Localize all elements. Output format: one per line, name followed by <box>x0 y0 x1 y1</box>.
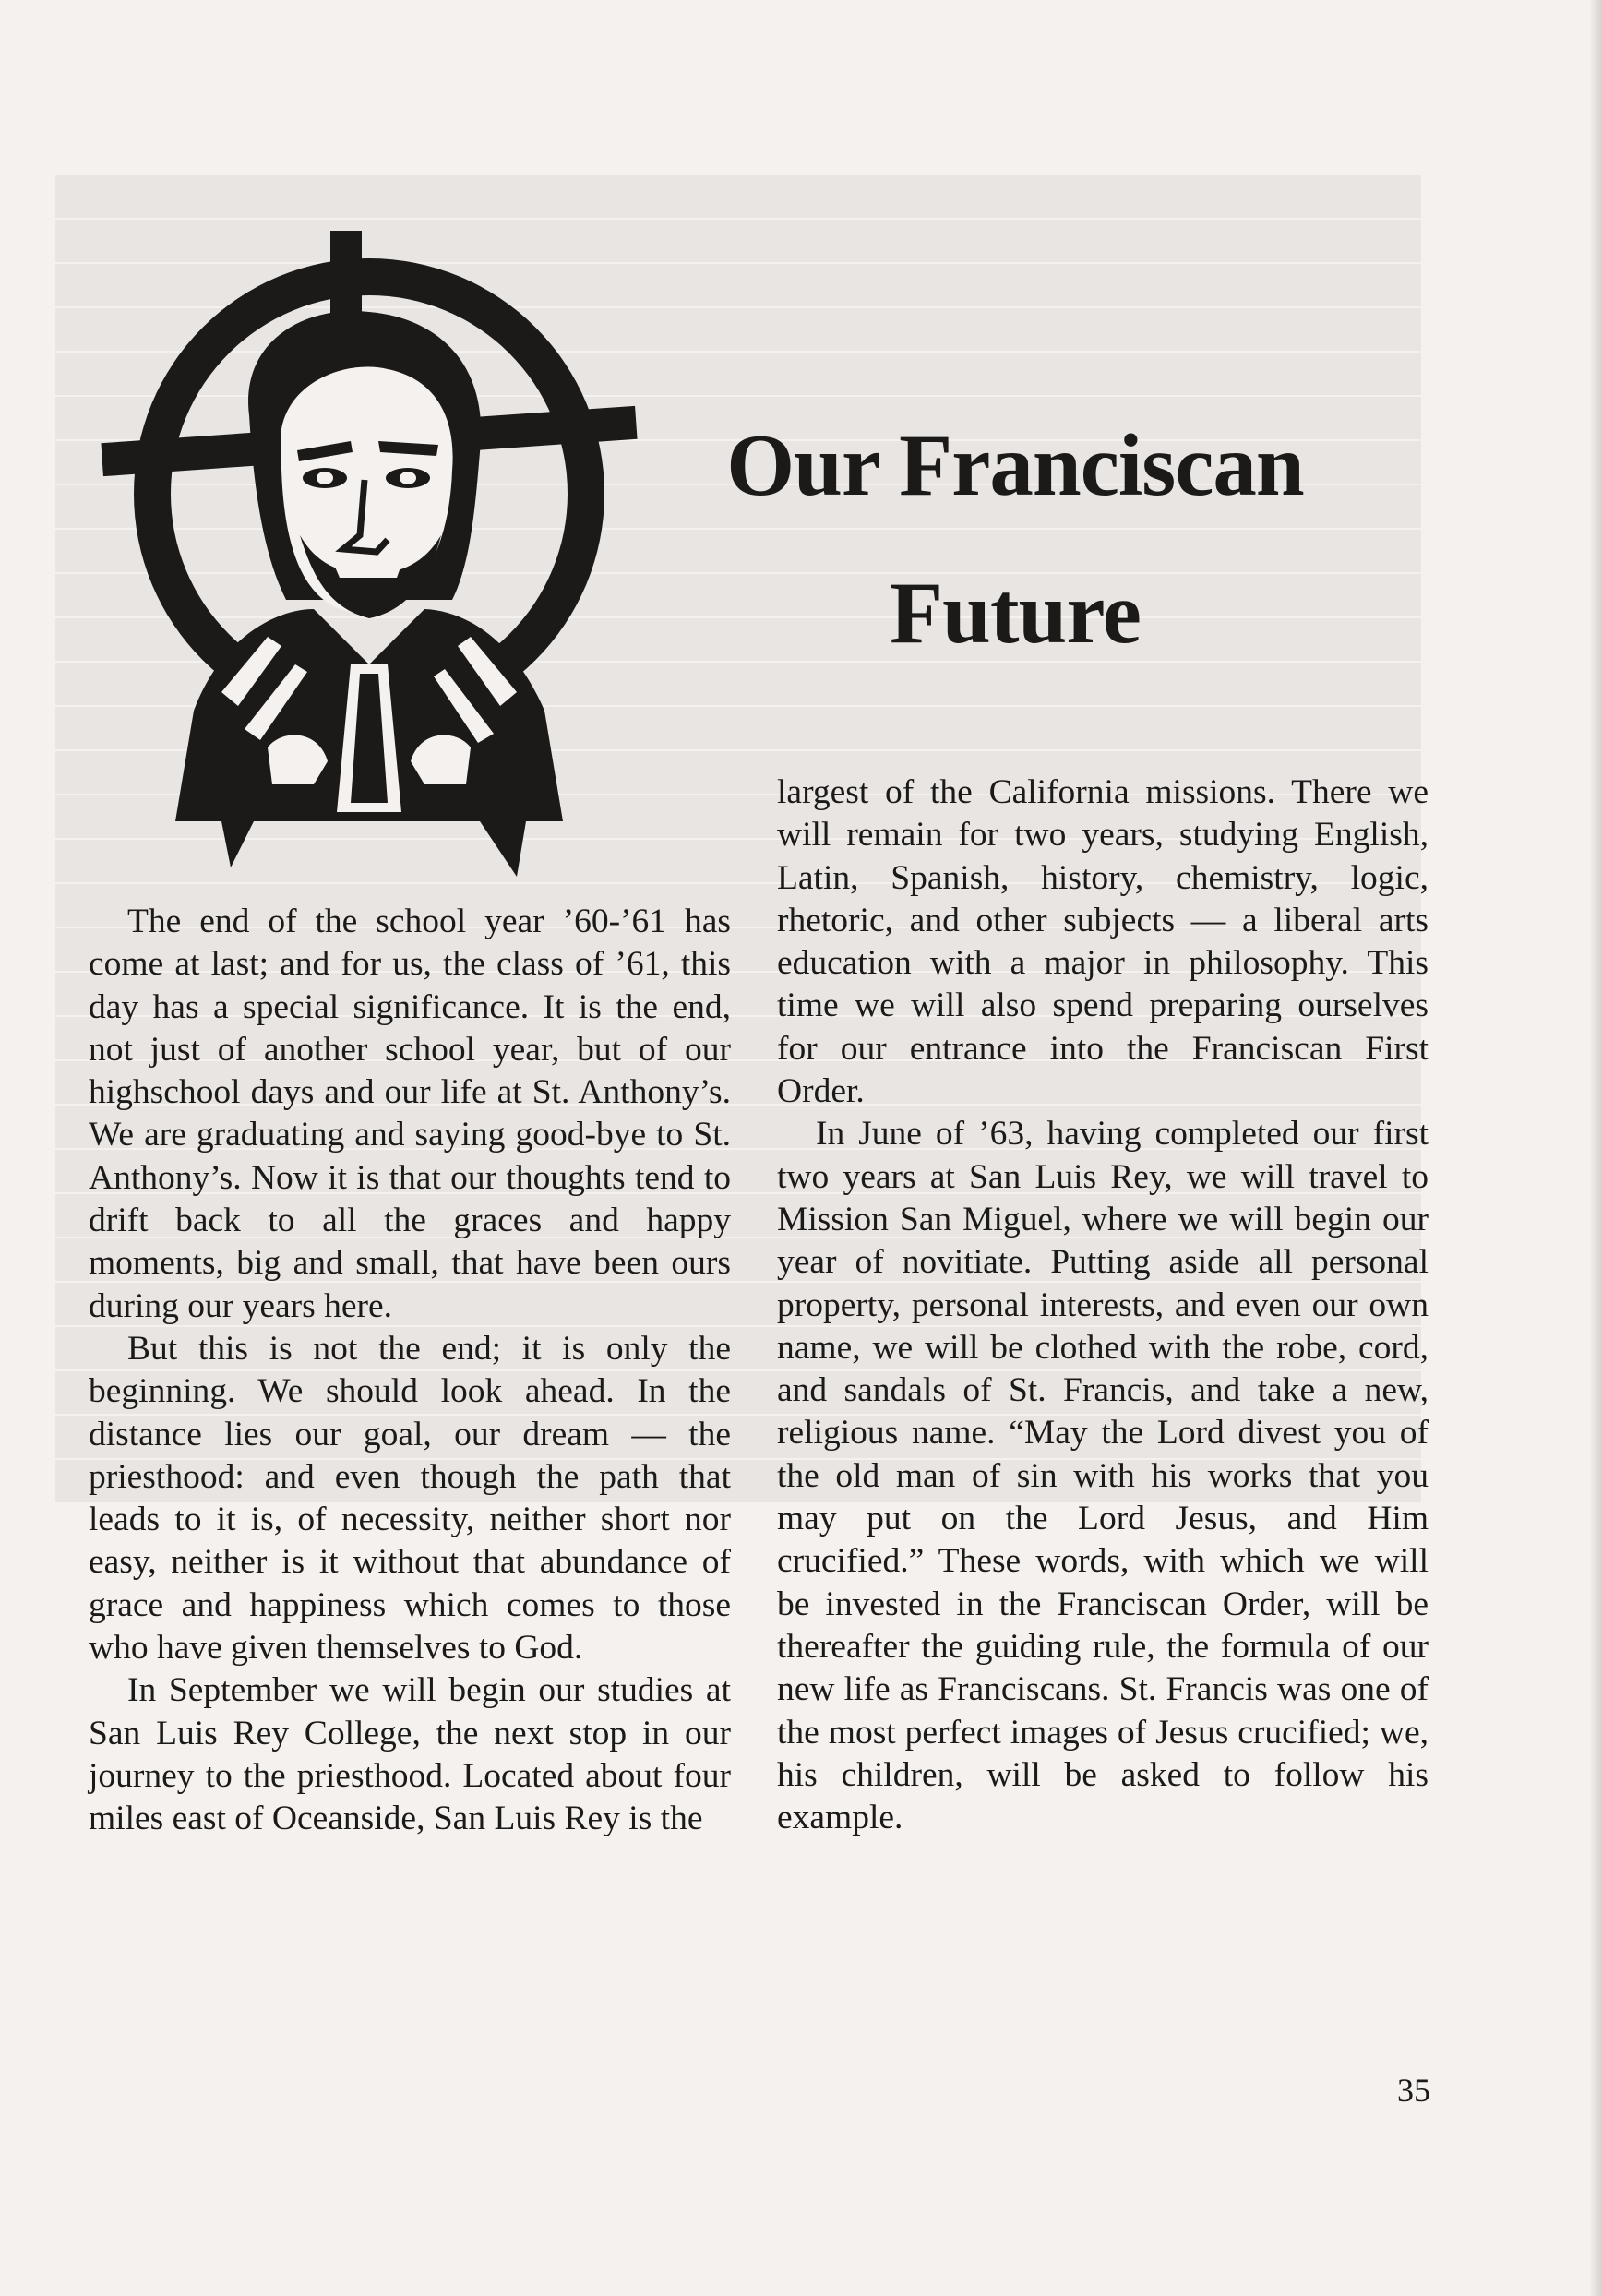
article-title <box>683 391 1347 687</box>
paragraph: In September we will begin our studies at San Luis Rey College, the next stop in our journey to the priesthood. Located about four miles east of Oceanside, San Luis Rey is the <box>89 1671 731 1838</box>
paragraph: largest of the California missions. There we will remain for two years, studying English, Latin, Spanish, history, chemistry, logic, rhetoric, and other subjects — a liberal arts education with a major in philosophy. This time we will also spend preparing ourselves for our entrance into the Franciscan First Order. <box>777 773 1429 1111</box>
article-left-column <box>89 901 731 1841</box>
title-line-1: Our Franciscan <box>726 415 1304 514</box>
page-number: 35 <box>1397 2072 1430 2109</box>
paragraph: But this is not the end; it is only the beginning. We should look ahead. In the distance lies our goal, our dream — the priesthood: and even though the path that leads to it is, of necessity, neither short nor easy, neither is it without that abundance of grace and happiness which comes to those who have given themselves to God. <box>89 1329 731 1668</box>
article-right-column <box>777 771 1429 1839</box>
st-francis-woodcut-illustration <box>83 231 655 895</box>
paragraph: The end of the school year ’60-’61 has come at last; and for us, the class of ’61, this day has a special significance. It is the end, not just of another school year, but of our highschool days and our life at St. Anthony’s. We are graduating and saying good-bye to St. Anthony’s. Now it is that our thoughts tend to drift back to all the graces and happy moments, big and small, that have been ours during our years here. <box>89 903 731 1325</box>
page-edge-shadow <box>1589 0 1602 2296</box>
title-line-2: Future <box>890 563 1141 662</box>
paragraph: In June of ’63, having completed our first two years at San Luis Rey, we will travel to Mission San Miguel, where we will begin our year of novitiate. Putting aside all personal property, personal interests, and even our own name, we will be clothed with the robe, cord, and sandals of St. Francis, and take a new, religious name. “May the Lord divest you of the old man of sin with his works that you may put on the Lord Jesus, and Him crucified.” These words, with which we will be invested in the Franciscan Order, will be thereafter the guiding rule, the formula of our new life as Franciscans. St. Francis was one of the most perfect images of Jesus crucified; we, his children, will be asked to follow his example. <box>777 1115 1429 1837</box>
